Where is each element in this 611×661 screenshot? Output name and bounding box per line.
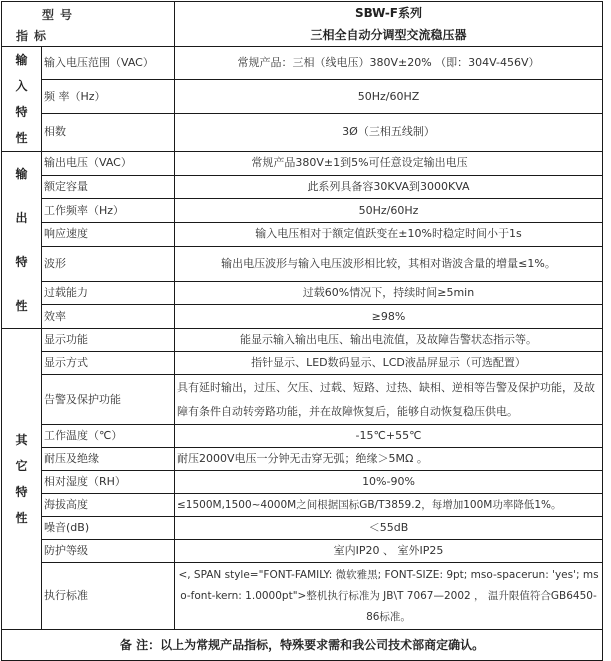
row-label: 防护等级 [42,540,175,563]
row-value: -15℃+55℃ [175,425,603,448]
row-value: 指针显示、LED数码显示、LCD液晶屏显示（可选配置） [175,352,603,375]
row-label: 噪音(dB) [42,517,175,540]
row-label: 波形 [42,246,175,281]
row-value: 具有延时输出，过压、欠压、过载、短路、过热、缺相、逆相等告警及保护功能，及故障有条件自动转旁路功能，并在故障恢复后，能够自动恢复稳压供电。 [175,375,603,425]
row-value: 3Ø（三相五线制） [175,113,603,151]
model-label: 型号 [42,8,79,22]
spec-table [1,1,603,661]
row-label: 过载能力 [42,281,175,305]
category-output: 输 出 特 性 [2,152,42,329]
row-value: 室内IP20 、 室外IP25 [175,540,603,563]
row-label: 海拔高度 [42,494,175,517]
row-value: 10%-90% [175,471,603,494]
header-corner-cell [2,2,175,47]
product-name: 三相全自动分调型交流稳压器 [175,24,603,47]
row-value: 50Hz/60Hz [175,199,603,223]
row-value: ＜55dB [175,517,603,540]
row-value: 能显示输入输出电压、输出电流值，及故障告警状态指示等。 [175,329,603,352]
row-value: 此系列具备容30KVA到3000KVA [175,175,603,199]
index-label: 指标 [16,29,53,43]
row-label: 执行标准 [42,563,175,630]
row-label: 告警及保护功能 [42,375,175,425]
row-label: 响应速度 [42,222,175,246]
series-name: SBW-F系列 [175,2,603,25]
row-label: 额定容量 [42,175,175,199]
row-label: 相数 [42,113,175,151]
row-label: 显示方式 [42,352,175,375]
category-other: 其 它 特 性 [2,329,42,630]
row-value: 输出电压波形与输入电压波形相比较，其相对谐波含量的增量≤1%。 [175,246,603,281]
row-value: 常规产品：三相（线电压）380V±20% （即：304V-456V） [175,47,603,80]
row-value: <, SPAN style="FONT-FAMILY: 微软雅黑; FONT-SIZE: 9pt; mso-spacerun: 'yes'; mso-font-kern: 1.0000pt">整机执行标准为 JB\T 7067—2002 ， 温升限值符合GB6450-86标准。 [175,563,603,630]
row-label: 相对湿度（RH） [42,471,175,494]
row-label: 工作频率（Hz） [42,199,175,223]
row-value: 50Hz/60HZ [175,80,603,113]
row-value: 耐压2000V电压一分钟无击穿无弧；绝缘＞5MΩ 。 [175,448,603,471]
row-label: 工作温度（℃） [42,425,175,448]
row-value: ≥98% [175,305,603,329]
row-value: 常规产品380V±1到5%可任意设定输出电压 [175,152,603,176]
row-label: 效率 [42,305,175,329]
row-value: ≤1500M,1500~4000M之间根据国标GB/T3859.2，每增加100M功率降低1%。 [175,494,603,517]
row-label: 输入电压范围（VAC） [42,47,175,80]
row-label: 输出电压（VAC） [42,152,175,176]
row-label: 显示功能 [42,329,175,352]
category-input: 输 入 特 性 [2,47,42,152]
footer-note: 备 注：以上为常规产品指标，特殊要求需和我公司技术部商定确认。 [2,630,603,661]
row-label: 耐压及绝缘 [42,448,175,471]
row-value: 输入电压相对于额定值跃变在±10%时稳定时间小于1s [175,222,603,246]
row-value: 过载60%情况下，持续时间≥5min [175,281,603,305]
row-label: 频 率（Hz） [42,80,175,113]
